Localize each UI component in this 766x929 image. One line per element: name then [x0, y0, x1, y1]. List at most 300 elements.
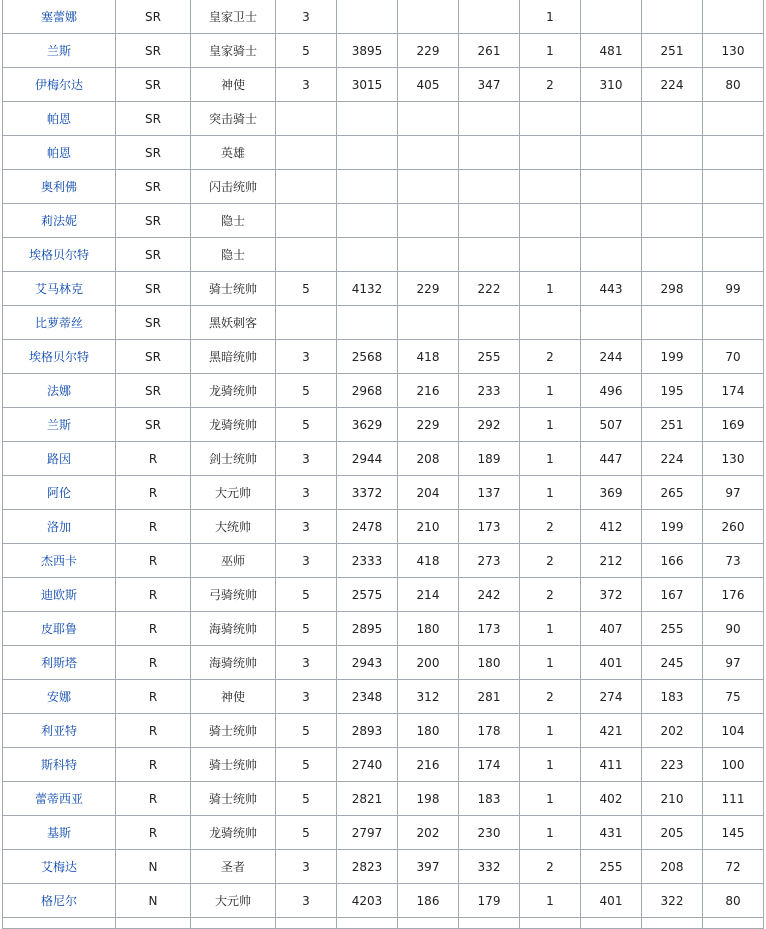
- move-cell: 3: [276, 442, 337, 476]
- table-row: [3, 782, 764, 816]
- table-row: [3, 714, 764, 748]
- table-row: [3, 476, 764, 510]
- stat-b-cell: [642, 170, 703, 204]
- table-row: [3, 340, 764, 374]
- stat-c-cell: 100: [703, 748, 764, 782]
- stat-a-cell: [581, 238, 642, 272]
- move-cell: 3: [276, 68, 337, 102]
- character-stats-table: [2, 0, 764, 929]
- defense-cell: 347: [459, 68, 520, 102]
- character-name-cell[interactable]: 奥利佛: [3, 170, 116, 204]
- range-cell: 1: [520, 714, 581, 748]
- defense-cell: 332: [459, 850, 520, 884]
- range-cell: [520, 102, 581, 136]
- move-cell: 3: [276, 544, 337, 578]
- stat-b-cell: [642, 136, 703, 170]
- table-row: [3, 238, 764, 272]
- table-row: [3, 204, 764, 238]
- hp-cell: 3372: [337, 476, 398, 510]
- hp-cell: 2944: [337, 442, 398, 476]
- table-row: [3, 816, 764, 850]
- stat-c-cell: [703, 102, 764, 136]
- stat-b-cell: 223: [642, 748, 703, 782]
- attack-cell: 200: [398, 646, 459, 680]
- defense-cell: [459, 0, 520, 34]
- rarity-cell: SR: [116, 272, 191, 306]
- rarity-cell: R: [116, 646, 191, 680]
- stat-b-cell: [642, 306, 703, 340]
- stat-a-cell: 481: [581, 34, 642, 68]
- move-cell: [276, 306, 337, 340]
- class-cell: 骑士统帅: [191, 272, 276, 306]
- defense-cell: 183: [459, 782, 520, 816]
- defense-cell: 230: [459, 816, 520, 850]
- class-cell: 皇家卫士: [191, 0, 276, 34]
- hp-cell: 3895: [337, 34, 398, 68]
- attack-cell: 180: [398, 714, 459, 748]
- move-cell: 3: [276, 510, 337, 544]
- move-cell: 5: [276, 714, 337, 748]
- stat-b-cell: [642, 0, 703, 34]
- stat-b-cell: 224: [642, 68, 703, 102]
- table-row: [3, 102, 764, 136]
- attack-cell: 229: [398, 272, 459, 306]
- stat-b-cell: 183: [642, 680, 703, 714]
- table-row: [3, 272, 764, 306]
- defense-cell: 178: [459, 714, 520, 748]
- defense-cell: 137: [459, 476, 520, 510]
- move-cell: [276, 170, 337, 204]
- range-cell: 2: [520, 680, 581, 714]
- stat-c-cell: 75: [703, 680, 764, 714]
- range-cell: 1: [520, 272, 581, 306]
- table-row: [3, 374, 764, 408]
- rarity-cell: SR: [116, 408, 191, 442]
- range-cell: 1: [520, 782, 581, 816]
- stat-c-cell: 169: [703, 408, 764, 442]
- class-cell: 龙骑统帅: [191, 816, 276, 850]
- class-cell: 大统帅: [191, 510, 276, 544]
- rarity-cell: N: [116, 884, 191, 918]
- attack-cell: 198: [398, 782, 459, 816]
- class-cell: 圣者: [191, 850, 276, 884]
- range-cell: 1: [520, 884, 581, 918]
- hp-cell: 2740: [337, 748, 398, 782]
- rarity-cell: SR: [116, 238, 191, 272]
- table-row: [3, 136, 764, 170]
- hp-cell: 2821: [337, 782, 398, 816]
- range-cell: 1: [520, 34, 581, 68]
- character-name-cell[interactable]: 兰斯: [3, 34, 116, 68]
- empty-cell: [276, 918, 337, 929]
- stat-a-cell: 421: [581, 714, 642, 748]
- character-name-cell[interactable]: 安娜: [3, 680, 116, 714]
- move-cell: 3: [276, 884, 337, 918]
- table-body: [3, 0, 764, 929]
- attack-cell: 202: [398, 816, 459, 850]
- stat-c-cell: 99: [703, 272, 764, 306]
- stat-b-cell: 208: [642, 850, 703, 884]
- stat-c-cell: 130: [703, 34, 764, 68]
- class-cell: 英雄: [191, 136, 276, 170]
- attack-cell: 418: [398, 340, 459, 374]
- character-name-cell[interactable]: 阿伦: [3, 476, 116, 510]
- attack-cell: 186: [398, 884, 459, 918]
- move-cell: 3: [276, 646, 337, 680]
- move-cell: 3: [276, 680, 337, 714]
- class-cell: 巫师: [191, 544, 276, 578]
- table-row: [3, 510, 764, 544]
- rarity-cell: R: [116, 578, 191, 612]
- stat-c-cell: [703, 238, 764, 272]
- hp-cell: 2333: [337, 544, 398, 578]
- move-cell: [276, 136, 337, 170]
- range-cell: 2: [520, 544, 581, 578]
- table-row: [3, 68, 764, 102]
- hp-cell: [337, 204, 398, 238]
- rarity-cell: SR: [116, 136, 191, 170]
- defense-cell: [459, 204, 520, 238]
- attack-cell: 216: [398, 374, 459, 408]
- move-cell: 5: [276, 612, 337, 646]
- character-name-cell[interactable]: 利斯塔: [3, 646, 116, 680]
- range-cell: 1: [520, 442, 581, 476]
- character-name-cell[interactable]: 蕾蒂西亚: [3, 782, 116, 816]
- rarity-cell: SR: [116, 102, 191, 136]
- table-row-partial: [3, 918, 764, 929]
- range-cell: [520, 170, 581, 204]
- character-name-cell[interactable]: 艾梅达: [3, 850, 116, 884]
- table-row: [3, 850, 764, 884]
- attack-cell: 397: [398, 850, 459, 884]
- stat-a-cell: 212: [581, 544, 642, 578]
- stat-b-cell: 210: [642, 782, 703, 816]
- range-cell: 2: [520, 578, 581, 612]
- character-name-cell[interactable]: 埃格贝尔特: [3, 238, 116, 272]
- move-cell: 5: [276, 578, 337, 612]
- hp-cell: 2478: [337, 510, 398, 544]
- hp-cell: 2797: [337, 816, 398, 850]
- character-name-cell[interactable]: 洛加: [3, 510, 116, 544]
- stat-c-cell: 104: [703, 714, 764, 748]
- defense-cell: 189: [459, 442, 520, 476]
- class-cell: 龙骑统帅: [191, 408, 276, 442]
- range-cell: [520, 306, 581, 340]
- stat-a-cell: [581, 136, 642, 170]
- attack-cell: [398, 0, 459, 34]
- range-cell: [520, 136, 581, 170]
- stat-b-cell: 202: [642, 714, 703, 748]
- class-cell: 黑暗统帅: [191, 340, 276, 374]
- move-cell: 5: [276, 816, 337, 850]
- defense-cell: 242: [459, 578, 520, 612]
- hp-cell: [337, 102, 398, 136]
- attack-cell: 210: [398, 510, 459, 544]
- attack-cell: 405: [398, 68, 459, 102]
- stat-a-cell: 244: [581, 340, 642, 374]
- rarity-cell: SR: [116, 170, 191, 204]
- stat-a-cell: 372: [581, 578, 642, 612]
- stat-a-cell: 401: [581, 646, 642, 680]
- empty-cell: [581, 918, 642, 929]
- character-name-cell[interactable]: 法娜: [3, 374, 116, 408]
- defense-cell: [459, 102, 520, 136]
- defense-cell: 255: [459, 340, 520, 374]
- rarity-cell: R: [116, 544, 191, 578]
- stat-c-cell: 111: [703, 782, 764, 816]
- hp-cell: [337, 306, 398, 340]
- attack-cell: 214: [398, 578, 459, 612]
- empty-cell: [703, 918, 764, 929]
- defense-cell: 174: [459, 748, 520, 782]
- attack-cell: [398, 306, 459, 340]
- character-name-cell[interactable]: 基斯: [3, 816, 116, 850]
- stat-a-cell: 310: [581, 68, 642, 102]
- stat-c-cell: 97: [703, 476, 764, 510]
- move-cell: [276, 204, 337, 238]
- hp-cell: 3015: [337, 68, 398, 102]
- range-cell: 1: [520, 374, 581, 408]
- stat-a-cell: 401: [581, 884, 642, 918]
- stat-b-cell: 255: [642, 612, 703, 646]
- attack-cell: [398, 204, 459, 238]
- table-row: [3, 170, 764, 204]
- stat-b-cell: 167: [642, 578, 703, 612]
- move-cell: [276, 102, 337, 136]
- defense-cell: [459, 170, 520, 204]
- class-cell: 闪击统帅: [191, 170, 276, 204]
- move-cell: 3: [276, 0, 337, 34]
- stat-c-cell: 72: [703, 850, 764, 884]
- stat-a-cell: 412: [581, 510, 642, 544]
- rarity-cell: R: [116, 476, 191, 510]
- class-cell: 皇家骑士: [191, 34, 276, 68]
- table-row: [3, 442, 764, 476]
- hp-cell: 2943: [337, 646, 398, 680]
- hp-cell: 2968: [337, 374, 398, 408]
- range-cell: 1: [520, 646, 581, 680]
- defense-cell: 180: [459, 646, 520, 680]
- empty-cell: [459, 918, 520, 929]
- stat-c-cell: [703, 170, 764, 204]
- hp-cell: [337, 170, 398, 204]
- range-cell: 2: [520, 68, 581, 102]
- stat-c-cell: 70: [703, 340, 764, 374]
- hp-cell: [337, 238, 398, 272]
- defense-cell: [459, 136, 520, 170]
- range-cell: 1: [520, 476, 581, 510]
- stat-a-cell: [581, 170, 642, 204]
- hp-cell: 2568: [337, 340, 398, 374]
- character-name-cell[interactable]: 杰西卡: [3, 544, 116, 578]
- rarity-cell: R: [116, 816, 191, 850]
- class-cell: 神使: [191, 68, 276, 102]
- stat-b-cell: 251: [642, 34, 703, 68]
- range-cell: 1: [520, 612, 581, 646]
- class-cell: 海骑统帅: [191, 612, 276, 646]
- range-cell: [520, 204, 581, 238]
- empty-cell: [520, 918, 581, 929]
- table-row: [3, 884, 764, 918]
- range-cell: 2: [520, 510, 581, 544]
- table-row: [3, 408, 764, 442]
- character-name-cell[interactable]: 利亚特: [3, 714, 116, 748]
- move-cell: 5: [276, 272, 337, 306]
- table-row: [3, 34, 764, 68]
- table-row: [3, 612, 764, 646]
- character-name-cell[interactable]: 伊梅尔达: [3, 68, 116, 102]
- attack-cell: 229: [398, 408, 459, 442]
- stat-c-cell: 145: [703, 816, 764, 850]
- defense-cell: 173: [459, 510, 520, 544]
- class-cell: 海骑统帅: [191, 646, 276, 680]
- stat-c-cell: 97: [703, 646, 764, 680]
- hp-cell: [337, 136, 398, 170]
- defense-cell: 273: [459, 544, 520, 578]
- character-name-cell[interactable]: 迪欧斯: [3, 578, 116, 612]
- move-cell: 5: [276, 408, 337, 442]
- stat-c-cell: 90: [703, 612, 764, 646]
- table-row: [3, 680, 764, 714]
- character-name-cell[interactable]: 比萝蒂丝: [3, 306, 116, 340]
- class-cell: 骑士统帅: [191, 748, 276, 782]
- rarity-cell: R: [116, 748, 191, 782]
- stat-c-cell: 260: [703, 510, 764, 544]
- character-name-cell[interactable]: 埃格贝尔特: [3, 340, 116, 374]
- defense-cell: 281: [459, 680, 520, 714]
- stat-c-cell: 130: [703, 442, 764, 476]
- move-cell: 5: [276, 782, 337, 816]
- move-cell: 3: [276, 476, 337, 510]
- move-cell: 3: [276, 850, 337, 884]
- stat-c-cell: 73: [703, 544, 764, 578]
- stat-c-cell: 80: [703, 68, 764, 102]
- hp-cell: 2895: [337, 612, 398, 646]
- defense-cell: 261: [459, 34, 520, 68]
- hp-cell: 2348: [337, 680, 398, 714]
- attack-cell: [398, 170, 459, 204]
- defense-cell: 292: [459, 408, 520, 442]
- stat-b-cell: [642, 102, 703, 136]
- class-cell: 黑妖刺客: [191, 306, 276, 340]
- stat-b-cell: 298: [642, 272, 703, 306]
- defense-cell: 173: [459, 612, 520, 646]
- character-name-cell[interactable]: 路因: [3, 442, 116, 476]
- hp-cell: 3629: [337, 408, 398, 442]
- stat-a-cell: 274: [581, 680, 642, 714]
- rarity-cell: SR: [116, 306, 191, 340]
- attack-cell: 208: [398, 442, 459, 476]
- character-name-cell[interactable]: 莉法妮: [3, 204, 116, 238]
- stat-a-cell: 447: [581, 442, 642, 476]
- rarity-cell: R: [116, 714, 191, 748]
- rarity-cell: SR: [116, 0, 191, 34]
- stat-a-cell: 402: [581, 782, 642, 816]
- rarity-cell: N: [116, 850, 191, 884]
- stat-b-cell: [642, 204, 703, 238]
- character-name-cell[interactable]: 帕恩: [3, 136, 116, 170]
- stat-b-cell: 265: [642, 476, 703, 510]
- rarity-cell: R: [116, 782, 191, 816]
- table-row: [3, 544, 764, 578]
- stat-a-cell: 407: [581, 612, 642, 646]
- defense-cell: [459, 238, 520, 272]
- character-name-cell[interactable]: 塞蕾娜: [3, 0, 116, 34]
- rarity-cell: R: [116, 510, 191, 544]
- character-name-cell[interactable]: 格尼尔: [3, 884, 116, 918]
- defense-cell: 179: [459, 884, 520, 918]
- rarity-cell: SR: [116, 68, 191, 102]
- character-name-cell[interactable]: 斯科特: [3, 748, 116, 782]
- range-cell: [520, 238, 581, 272]
- rarity-cell: R: [116, 680, 191, 714]
- stat-b-cell: 199: [642, 510, 703, 544]
- class-cell: 神使: [191, 680, 276, 714]
- class-cell: 龙骑统帅: [191, 374, 276, 408]
- stat-a-cell: 496: [581, 374, 642, 408]
- range-cell: 1: [520, 748, 581, 782]
- stat-a-cell: 369: [581, 476, 642, 510]
- stat-a-cell: [581, 204, 642, 238]
- stat-c-cell: [703, 0, 764, 34]
- defense-cell: [459, 306, 520, 340]
- stat-c-cell: [703, 136, 764, 170]
- class-cell: 突击骑士: [191, 102, 276, 136]
- stat-c-cell: [703, 204, 764, 238]
- class-cell: 隐士: [191, 204, 276, 238]
- hp-cell: 2575: [337, 578, 398, 612]
- table-row: [3, 578, 764, 612]
- attack-cell: [398, 238, 459, 272]
- defense-cell: 233: [459, 374, 520, 408]
- stat-b-cell: 195: [642, 374, 703, 408]
- attack-cell: 229: [398, 34, 459, 68]
- class-cell: 隐士: [191, 238, 276, 272]
- rarity-cell: SR: [116, 204, 191, 238]
- rarity-cell: SR: [116, 340, 191, 374]
- move-cell: [276, 238, 337, 272]
- hp-cell: 2823: [337, 850, 398, 884]
- range-cell: 1: [520, 816, 581, 850]
- class-cell: 骑士统帅: [191, 714, 276, 748]
- stat-a-cell: 411: [581, 748, 642, 782]
- stat-c-cell: 176: [703, 578, 764, 612]
- attack-cell: 418: [398, 544, 459, 578]
- character-name-cell[interactable]: 艾马林克: [3, 272, 116, 306]
- stat-b-cell: 224: [642, 442, 703, 476]
- character-name-cell[interactable]: 皮耶鲁: [3, 612, 116, 646]
- table-row: [3, 0, 764, 34]
- stat-a-cell: 507: [581, 408, 642, 442]
- stat-a-cell: 255: [581, 850, 642, 884]
- attack-cell: 216: [398, 748, 459, 782]
- table-row: [3, 306, 764, 340]
- character-name-cell[interactable]: 帕恩: [3, 102, 116, 136]
- attack-cell: [398, 102, 459, 136]
- stat-b-cell: 199: [642, 340, 703, 374]
- stat-b-cell: 205: [642, 816, 703, 850]
- empty-cell: [116, 918, 191, 929]
- class-cell: 大元帅: [191, 476, 276, 510]
- range-cell: 2: [520, 340, 581, 374]
- hp-cell: [337, 0, 398, 34]
- character-name-cell[interactable]: 兰斯: [3, 408, 116, 442]
- hp-cell: 4203: [337, 884, 398, 918]
- rarity-cell: R: [116, 442, 191, 476]
- move-cell: 5: [276, 374, 337, 408]
- stat-b-cell: 166: [642, 544, 703, 578]
- defense-cell: 222: [459, 272, 520, 306]
